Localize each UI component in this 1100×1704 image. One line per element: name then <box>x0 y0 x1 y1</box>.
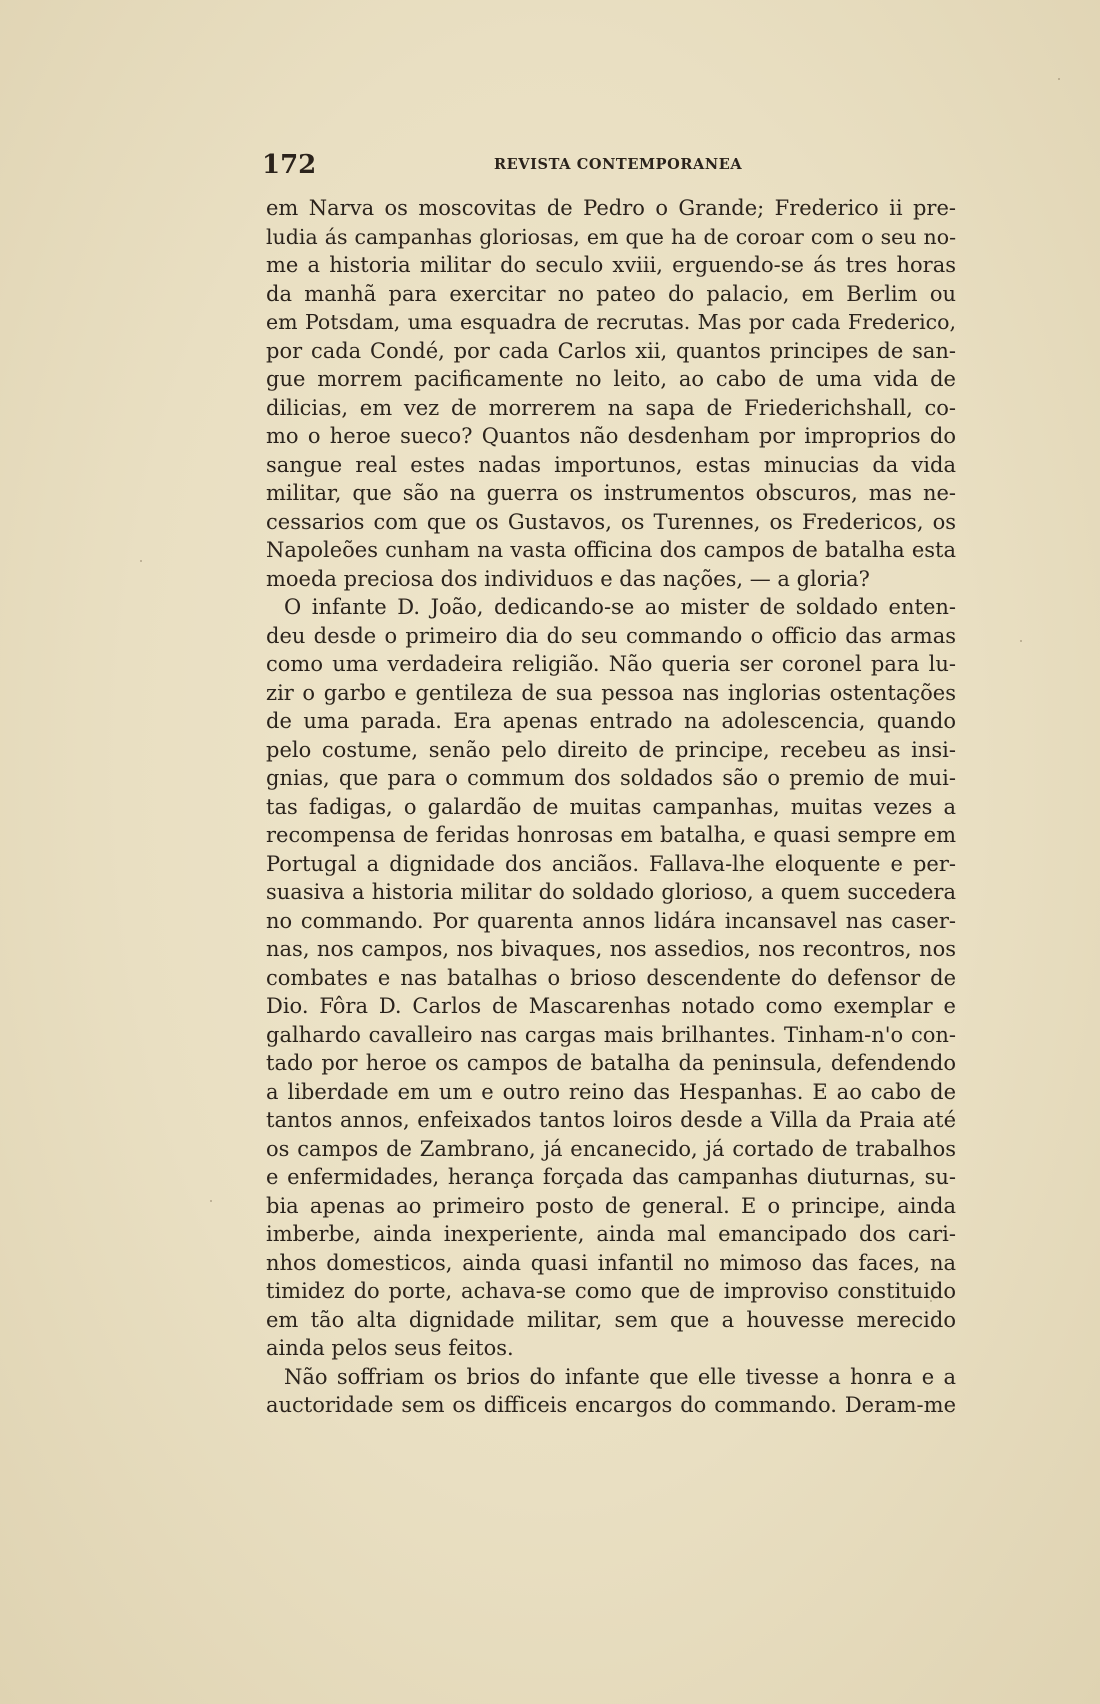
text-line: combates e nas batalhas o brioso descendente do defensor de <box>266 965 956 990</box>
text-line: O infante D. João, dedicando-se ao mister de soldado enten- <box>284 595 956 619</box>
text-line: me a historia militar do seculo xviii, erguendo-se ás tres horas <box>266 253 956 277</box>
text-line: gnias, que para o commum dos soldados são o premio de mui- <box>266 766 956 790</box>
text-line: por cada Condé, por cada Carlos xii, quantos principes de san- <box>266 338 956 363</box>
text-line: pelo costume, senão pelo direito de principe, recebeu as insi- <box>266 737 956 762</box>
text-line: Napoleões cunham na vasta officina dos campos de batalha esta <box>266 538 956 562</box>
text-line: nhos domesticos, ainda quasi infantil no mimoso das faces, na <box>266 1250 956 1275</box>
text-line: militar, que são na guerra os instrumentos obscuros, mas ne- <box>266 481 956 505</box>
text-line: moeda preciosa dos individuos e das nações, — a gloria? <box>266 566 870 591</box>
running-title: REVISTA CONTEMPORANEA <box>494 156 743 173</box>
text-line: tantos annos, enfeixados tantos loiros desde a Villa da Praia até <box>266 1108 956 1132</box>
text-line: em Potsdam, uma esquadra de recrutas. Mas por cada Frederico, <box>266 310 956 334</box>
text-line: os campos de Zambrano, já encanecido, já cortado de trabalhos <box>266 1136 956 1161</box>
page-number: 172 <box>262 150 317 180</box>
paper-speck <box>1058 78 1060 80</box>
text-line: no commando. Por quarenta annos lidára incansavel nas caser- <box>266 908 956 933</box>
text-line: Dio. Fôra D. Carlos de Mascarenhas notado como exemplar e <box>266 994 956 1018</box>
text-line: Portugal a dignidade dos anciãos. Fallava-lhe eloquente e per- <box>266 851 956 876</box>
text-line: cessarios com que os Gustavos, os Turennes, os Fredericos, os <box>266 509 956 534</box>
text-line: mo o heroe sueco? Quantos não desdenham por improprios do <box>266 424 956 448</box>
text-line: a liberdade em um e outro reino das Hespanhas. E ao cabo de <box>266 1079 956 1104</box>
paper-speck <box>1020 640 1022 642</box>
text-line: em Narva os moscovitas de Pedro o Grande; Frederico ii pre- <box>266 196 956 220</box>
text-line: galhardo cavalleiro nas cargas mais brilhantes. Tinham-n'o con- <box>266 1022 956 1047</box>
text-line: imberbe, ainda inexperiente, ainda mal emancipado dos cari- <box>266 1222 956 1246</box>
text-line: zir o garbo e gentileza de sua pessoa nas inglorias ostentações <box>266 680 956 705</box>
text-line: suasiva a historia militar do soldado glorioso, a quem succedera <box>266 880 956 904</box>
text-line: nas, nos campos, nos bivaques, nos assedios, nos recontros, nos <box>266 937 956 961</box>
text-line: gue morrem pacificamente no leito, ao cabo de uma vida de <box>266 367 956 391</box>
text-line: dilicias, em vez de morrerem na sapa de Friederichshall, co- <box>266 395 956 420</box>
text-line: timidez do porte, achava-se como que de improviso constituido <box>266 1279 956 1303</box>
text-line: auctoridade sem os difficeis encargos do commando. Deram-me <box>266 1393 956 1417</box>
text-line: bia apenas ao primeiro posto de general. E o principe, ainda <box>266 1193 956 1218</box>
text-line: recompensa de feridas honrosas em batalha, e quasi sempre em <box>266 823 956 847</box>
text-line: em tão alta dignidade militar, sem que a houvesse merecido <box>266 1307 956 1332</box>
text-line: Não soffriam os brios do infante que elle tivesse a honra e a <box>284 1364 956 1389</box>
body-text <box>266 194 956 1420</box>
page-header <box>262 150 952 180</box>
text-line: da manhã para exercitar no pateo do palacio, em Berlim ou <box>266 281 956 306</box>
text-line: ainda pelos seus feitos. <box>266 1336 514 1360</box>
paper-speck <box>140 560 142 562</box>
text-line: e enfermidades, herança forçada das campanhas diuturnas, su- <box>266 1165 956 1189</box>
text-line: tas fadigas, o galardão de muitas campanhas, muitas vezes a <box>266 794 956 819</box>
text-line: sangue real estes nadas importunos, estas minucias da vida <box>266 452 956 477</box>
paper-speck <box>210 1200 212 1202</box>
text-line: ludia ás campanhas gloriosas, em que ha de coroar com o seu no- <box>266 224 956 249</box>
text-line: como uma verdadeira religião. Não queria ser coronel para lu- <box>266 652 956 676</box>
text-line: tado por heroe os campos de batalha da peninsula, defendendo <box>266 1051 956 1075</box>
text-line: deu desde o primeiro dia do seu commando o officio das armas <box>266 623 956 648</box>
text-line: de uma parada. Era apenas entrado na adolescencia, quando <box>266 709 956 733</box>
